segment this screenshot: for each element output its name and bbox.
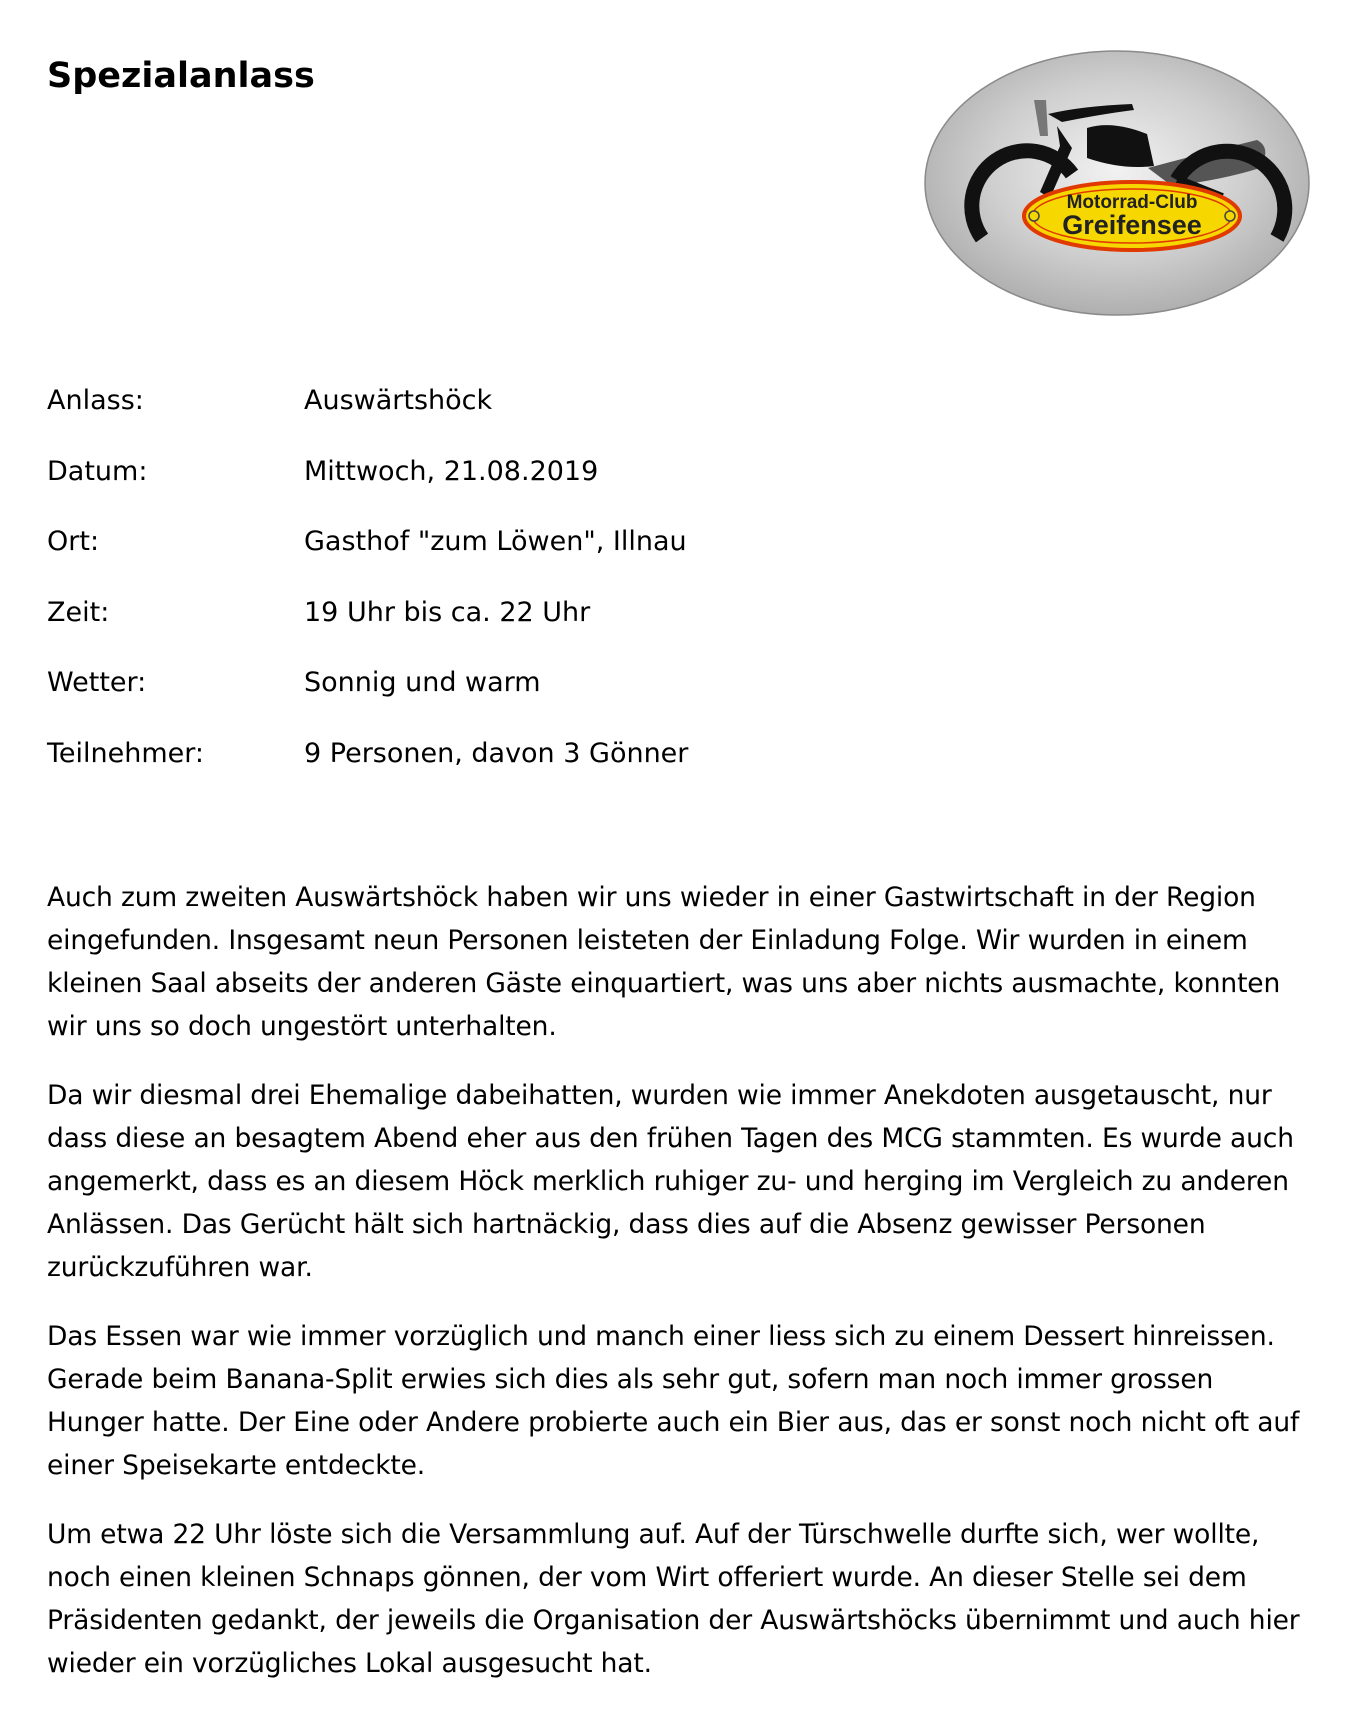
event-info-table bbox=[47, 380, 947, 803]
info-label: Wetter: bbox=[47, 667, 147, 698]
paragraph: Auch zum zweiten Auswärtshöck haben wir uns wieder in einer Gastwirtschaft in der Region eingefunden. Insgesamt neun Personen leisteten der Einladung Folge. Wir wurden in einem kleinen Saal abseits der anderen Gäste einquartiert, was uns aber nichts ausmachte, konnten wir uns so doch ungestört unterhalten. bbox=[47, 882, 1281, 1042]
info-row-wetter bbox=[47, 662, 947, 733]
info-row-ort bbox=[47, 521, 947, 592]
info-label: Anlass: bbox=[47, 385, 144, 416]
logo-line2: Greifensee bbox=[1062, 210, 1202, 240]
info-row-anlass bbox=[47, 380, 947, 451]
motorcycle-club-logo bbox=[922, 48, 1312, 318]
info-row-datum bbox=[47, 451, 947, 522]
club-badge bbox=[1024, 182, 1240, 250]
info-label: Datum: bbox=[47, 455, 148, 487]
info-value: Sonnig und warm bbox=[304, 667, 541, 698]
paragraph: Das Essen war wie immer vorzüglich und manch einer liess sich zu einem Dessert hinreissen. Gerade beim Banana-Split erwies sich dies als sehr gut, sofern man noch immer grossen Hunger hatte. Der Eine oder Andere probierte auch ein Bier aus, das er sonst noch nicht oft auf einer Speisekarte entdeckte. bbox=[47, 1321, 1300, 1481]
paragraph: Um etwa 22 Uhr löste sich die Versammlung auf. Auf der Türschwelle durfte sich, wer wollte, noch einen kleinen Schnaps gönnen, der vom Wirt offeriert wurde. An dieser Stelle sei dem Präsidenten gedankt, der jeweils die Organisation der Auswärtshöcks übernimmt und auch hier wieder ein vorzügliches Lokal ausgesucht hat. bbox=[47, 1519, 1300, 1679]
info-value: 9 Personen, davon 3 Gönner bbox=[304, 737, 689, 769]
info-value: 19 Uhr bis ca. 22 Uhr bbox=[304, 596, 591, 628]
info-value: Gasthof "zum Löwen", Illnau bbox=[304, 526, 687, 557]
info-label: Teilnehmer: bbox=[47, 737, 204, 769]
info-row-teilnehmer bbox=[47, 733, 947, 804]
page-title: Spezialanlass bbox=[47, 56, 315, 96]
paragraph: Da wir diesmal drei Ehemalige dabeihatten, wurden wie immer Anekdoten ausgetauscht, nur dass diese an besagtem Abend eher aus den frühen Tagen des MCG stammten. Es wurde auch angemerkt, dass es an diesem Höck merklich ruhiger zu- und herging im Vergleich zu anderen Anlässen. Das Gerücht hält sich hartnäckig, dass dies auf die Absenz gewisser Personen zurückzuführen war. bbox=[47, 1080, 1294, 1283]
info-value: Mittwoch, 21.08.2019 bbox=[304, 455, 599, 487]
logo-line1: Motorrad-Club bbox=[1066, 192, 1198, 213]
report-body bbox=[47, 876, 1317, 1711]
info-label: Zeit: bbox=[47, 596, 110, 628]
info-row-zeit bbox=[47, 592, 947, 663]
info-value: Auswärtshöck bbox=[304, 385, 493, 416]
info-label: Ort: bbox=[47, 526, 100, 557]
